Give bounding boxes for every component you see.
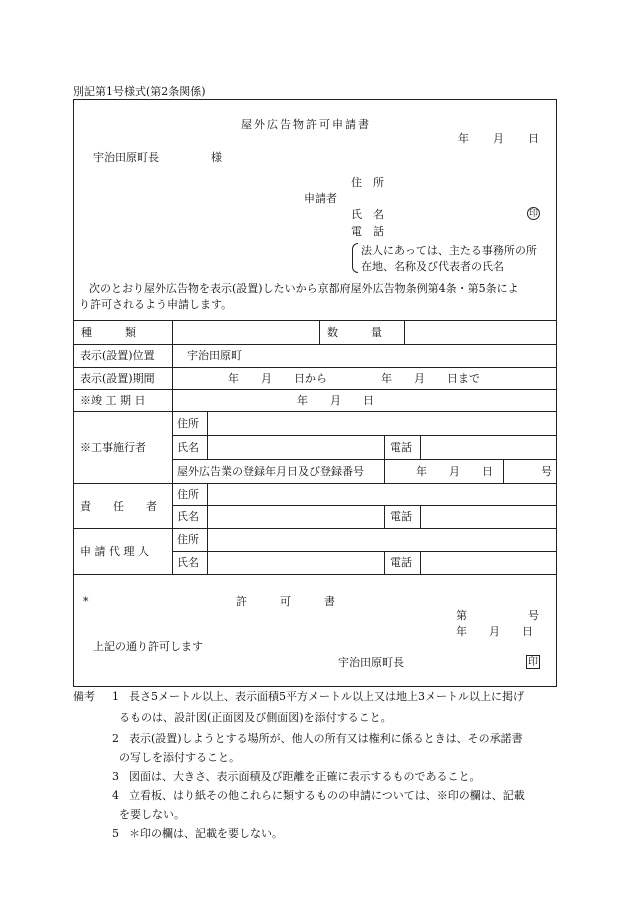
applicant-name-label: 氏 名 — [351, 208, 384, 221]
application-statement-line1: 次のとおり屋外広告物を表示(設置)したいから京都府屋外広告物条例第4条・第5条によ — [89, 282, 519, 295]
table-rule — [73, 389, 557, 390]
form-title: 屋外広告物許可申請書 — [241, 118, 371, 131]
remark-number: 1 — [112, 690, 119, 703]
location-value: 宇治田原町 — [187, 349, 242, 362]
responsible-address-field[interactable] — [210, 487, 554, 501]
contractor-name-field[interactable] — [210, 440, 381, 454]
location-field[interactable] — [255, 348, 554, 362]
table-rule-vertical — [420, 505, 421, 528]
permit-asterisk: * — [83, 595, 89, 608]
remark-text: を要しない。 — [119, 808, 185, 821]
remark-text: るものは、設計図(正面図及び側面図)を添付すること。 — [119, 711, 392, 724]
table-rule-vertical — [172, 320, 173, 575]
corporate-note-line2: 在地、名称及び代表者の氏名 — [361, 260, 504, 273]
table-rule — [73, 411, 557, 412]
remarks-label: 備考 — [73, 690, 95, 703]
registration-number-suffix: 号 — [541, 465, 552, 478]
applicant-seal-mark: 印 — [528, 209, 538, 219]
table-rule-vertical — [207, 411, 208, 459]
remark-text: 長さ5メートル以上、表示面積5平方メートル以上又は地上3メートル以上に掲げ — [129, 690, 524, 703]
remark-text: 図面は、大きさ、表示面積及び距離を正確に表示するものであること。 — [129, 770, 481, 783]
responsible-phone-field[interactable] — [423, 509, 554, 523]
table-rule — [172, 505, 557, 506]
quantity-label: 数 量 — [327, 326, 382, 339]
application-statement-line2: り許可されるよう申請します。 — [79, 298, 233, 311]
remark-text: の写しを添付すること。 — [119, 751, 240, 764]
table-rule-vertical — [404, 320, 405, 344]
remark-text: 立看板、はり紙その他これらに類するものの申請については、※印の欄は、記載 — [129, 789, 525, 802]
remark-text: ＊印の欄は、記載を要しない。 — [129, 827, 283, 840]
table-rule-vertical — [384, 551, 385, 575]
permit-date: 年 月 日 — [456, 625, 533, 638]
responsible-name-label: 氏名 — [177, 510, 199, 523]
remark-number: 2 — [112, 732, 119, 745]
permit-issuer: 宇治田原町長 — [338, 656, 404, 669]
table-rule — [73, 367, 557, 368]
table-rule-vertical — [420, 435, 421, 459]
remark-number: 3 — [112, 770, 119, 783]
permit-title: 許 可 書 — [236, 595, 335, 608]
table-rule-vertical — [319, 320, 320, 344]
date-month-label: 月 — [493, 132, 504, 145]
location-label: 表示(設置)位置 — [80, 349, 155, 362]
applicant-label: 申請者 — [304, 192, 337, 205]
table-rule — [172, 551, 557, 552]
contractor-address-field[interactable] — [210, 416, 554, 430]
date-year-label: 年 — [458, 132, 469, 145]
responsible-phone-label: 電話 — [390, 510, 412, 523]
table-rule — [73, 483, 557, 484]
table-rule — [73, 528, 557, 529]
registration-label: 屋外広告業の登録年月日及び登録番号 — [177, 465, 364, 478]
period-start: 年 月 日から — [228, 372, 327, 385]
applicant-address-label: 住 所 — [351, 176, 384, 189]
remark-text: 表示(設置)しようとする場所が、他人の所有又は権利に係るときは、その承諾書 — [129, 732, 523, 745]
applicant-phone-label: 電 話 — [351, 225, 384, 238]
addressee-name: 宇治田原町長 — [93, 151, 159, 164]
responsible-name-field[interactable] — [210, 509, 381, 523]
completion-date-label: ※竣 工 期 日 — [80, 394, 146, 407]
permit-statement: 上記の通り許可します — [93, 640, 203, 653]
applicant-phone-field[interactable] — [390, 224, 545, 238]
contractor-phone-label: 電話 — [390, 441, 412, 454]
table-rule-vertical — [503, 459, 504, 483]
corporate-note-line1: 法人にあっては、主たる事務所の所 — [361, 244, 537, 257]
table-rule-vertical — [384, 505, 385, 528]
note-bracket — [352, 243, 358, 273]
table-rule-vertical — [207, 483, 208, 575]
responsible-person-label: 責 任 者 — [80, 500, 157, 513]
remark-number: 5 — [112, 827, 119, 840]
period-label: 表示(設置)期間 — [80, 372, 155, 385]
agent-phone-label: 電話 — [390, 556, 412, 569]
table-rule-vertical — [384, 435, 385, 483]
remark-number: 4 — [112, 789, 119, 802]
table-rule — [172, 459, 557, 460]
type-label: 種 類 — [81, 326, 136, 339]
date-day-label: 日 — [528, 132, 539, 145]
registration-date: 年 月 日 — [416, 465, 493, 478]
type-field[interactable] — [175, 325, 316, 339]
quantity-field[interactable] — [407, 325, 554, 339]
table-rule-vertical — [420, 551, 421, 575]
table-rule — [73, 344, 557, 345]
agent-address-field[interactable] — [210, 532, 554, 546]
contractor-label: ※工事施行者 — [80, 441, 146, 454]
agent-label: 申 請 代 理 人 — [80, 545, 149, 558]
agent-name-field[interactable] — [210, 555, 381, 569]
applicant-address-field[interactable] — [390, 175, 545, 189]
form-number-note: 別記第1号様式(第2条関係) — [73, 85, 206, 98]
agent-address-label: 住所 — [177, 533, 199, 546]
applicant-name-field[interactable] — [390, 207, 520, 221]
responsible-address-label: 住所 — [177, 488, 199, 501]
table-rule — [172, 435, 557, 436]
addressee-honorific: 様 — [211, 151, 222, 164]
permit-seal-mark: 印 — [528, 657, 538, 668]
permit-number-prefix: 第 — [456, 609, 467, 622]
completion-date-value: 年 月 日 — [297, 394, 374, 407]
period-end: 年 月 日まで — [381, 372, 480, 385]
contractor-name-label: 氏名 — [177, 441, 199, 454]
contractor-phone-field[interactable] — [423, 440, 554, 454]
contractor-address-label: 住所 — [177, 417, 199, 430]
agent-name-label: 氏名 — [177, 556, 199, 569]
agent-phone-field[interactable] — [423, 555, 554, 569]
permit-number-suffix: 号 — [528, 609, 539, 622]
